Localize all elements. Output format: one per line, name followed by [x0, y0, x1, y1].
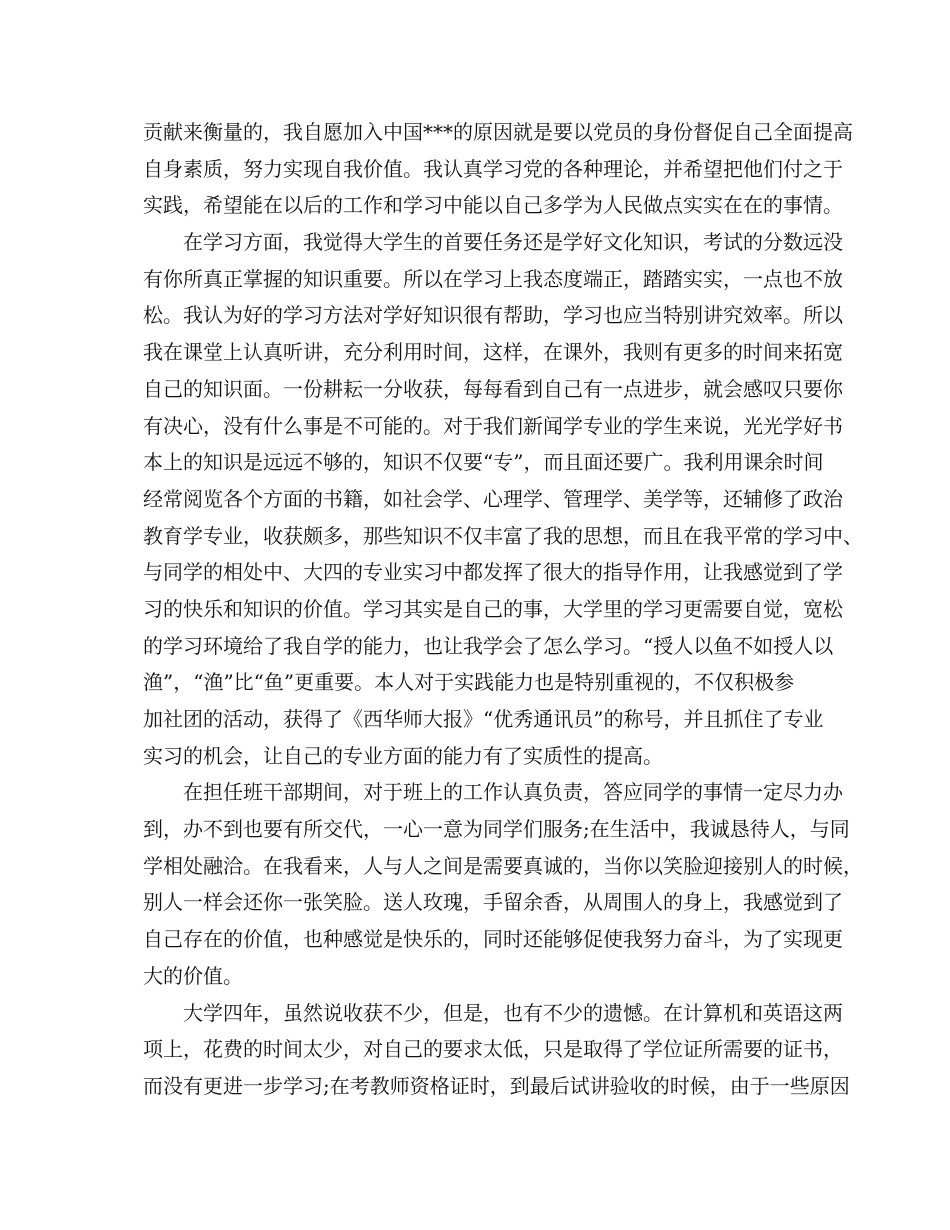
text-line: 自己的知识面。一份耕耘一分收获，每每看到自己有一点进步，就会感叹只要你 — [143, 376, 843, 401]
text-line: 自己存在的价值，也种感觉是快乐的，同时还能够促使我努力奋斗，为了实现更 — [143, 927, 843, 952]
text-line: 经常阅览各个方面的书籍，如社会学、心理学、管理学、美学等，还辅修了政治 — [143, 486, 843, 511]
paragraph-start-line: 在担任班干部期间，对于班上的工作认真负责，答应同学的事情一定尽力办 — [183, 780, 843, 805]
document-body — [143, 114, 863, 1105]
text-line: 习的快乐和知识的价值。学习其实是自己的事，大学里的学习更需要自觉，宽松 — [143, 596, 843, 621]
text-line: 实践，希望能在以后的工作和学习中能以自己多学为人民做点实实在在的事情。 — [143, 193, 843, 218]
text-line: 渔”，“渔”比“鱼”更重要。本人对于实践能力也是特别重视的，不仅积极参 — [143, 670, 795, 695]
text-line: 贡献来衡量的，我自愿加入中国***的原因就是要以党员的身份督促自己全面提高 — [143, 120, 853, 144]
text-line: 教育学专业，收获颇多，那些知识不仅丰富了我的思想，而且在我平常的学习中、 — [143, 523, 863, 548]
text-line: 到，办不到也要有所交代，一心一意为同学们服务;在生活中，我诚恳待人，与同 — [143, 817, 850, 842]
text-line: 而没有更进一步学习;在考教师资格证时，到最后试讲验收的时候，由于一些原因 — [143, 1073, 850, 1098]
text-line: 有决心，没有什么事是不可能的。对于我们新闻学专业的学生来说，光光学好书 — [143, 413, 843, 438]
text-line: 大的价值。 — [143, 963, 243, 988]
text-line: 实习的机会，让自己的专业方面的能力有了实质性的提高。 — [143, 743, 663, 768]
text-line: 别人一样会还你一张笑脸。送人玫瑰，手留余香，从周围人的身上，我感觉到了 — [143, 890, 843, 915]
text-line: 松。我认为好的学习方法对学好知识很有帮助，学习也应当特别讲究效率。所以 — [143, 303, 843, 328]
text-line: 项上，花费的时间太少，对自己的要求太低，只是取得了学位证所需要的证书， — [143, 1037, 843, 1062]
text-line: 我在课堂上认真听讲，充分利用时间，这样，在课外，我则有更多的时间来拓宽 — [143, 340, 843, 365]
text-line: 的学习环境给了我自学的能力，也让我学会了怎么学习。“授人以鱼不如授人以 — [143, 633, 834, 658]
text-line: 与同学的相处中、大四的专业实习中都发挥了很大的指导作用，让我感觉到了学 — [143, 560, 843, 585]
paragraph-start-line: 在学习方面，我觉得大学生的首要任务还是学好文化知识，考试的分数远没 — [183, 230, 843, 255]
text-line: 学相处融洽。在我看来，人与人之间是需要真诚的，当你以笑脸迎接别人的时候， — [143, 853, 863, 878]
text-line: 本上的知识是远远不够的，知识不仅要“专”，而且面还要广。我利用课余时间 — [143, 450, 824, 475]
paragraph-start-line: 大学四年，虽然说收获不少，但是，也有不少的遗憾。在计算机和英语这两 — [183, 1000, 843, 1025]
text-line: 有你所真正掌握的知识重要。所以在学习上我态度端正，踏踏实实，一点也不放 — [143, 266, 843, 291]
text-line: 加社团的活动，获得了《西华师大报》“优秀通讯员”的称号，并且抓住了专业 — [143, 707, 824, 731]
text-line: 自身素质，努力实现自我价值。我认真学习党的各种理论，并希望把他们付之于 — [143, 156, 843, 181]
